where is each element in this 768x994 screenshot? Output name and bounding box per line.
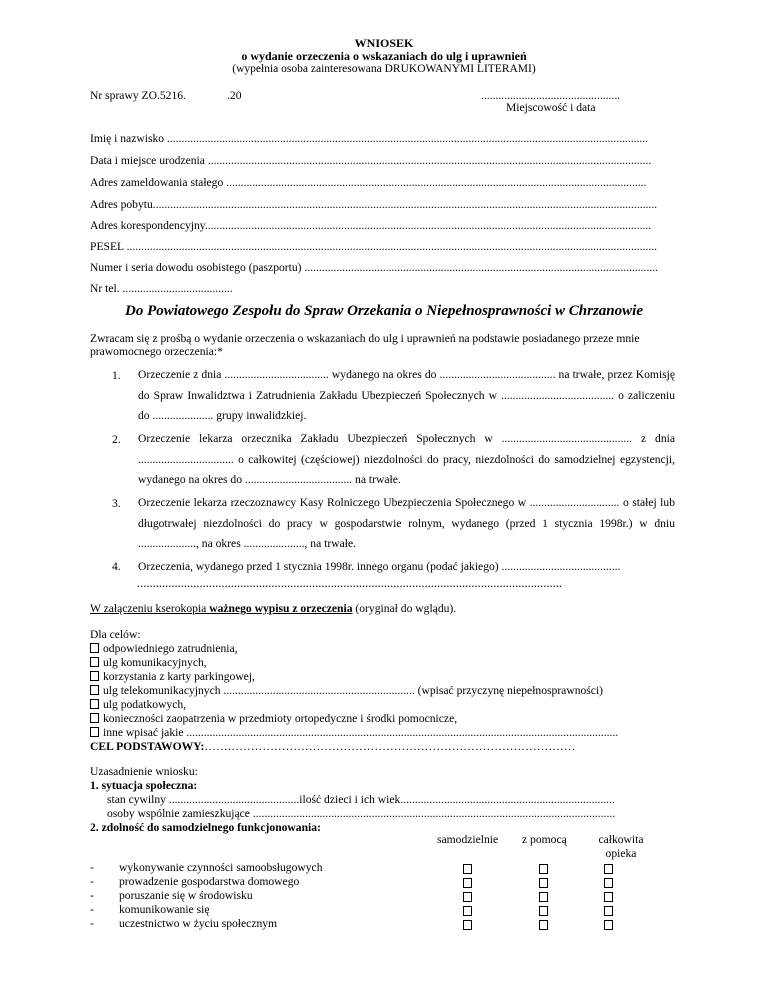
phone-field[interactable]: Nr tel. ...................................... bbox=[90, 282, 233, 295]
checkbox[interactable] bbox=[604, 906, 613, 916]
item-2-text[interactable]: Orzeczenie lekarza orzecznika Zakładu Ubezpieczeń Społecznych w ............................................. z dnia ................................. o całkowitej (częściowej) niezdolności do pracy, niezdolności do samodzielnej egzystencji, wydanego na okres do ..................................... na trwałe. bbox=[138, 432, 675, 486]
attachment-prefix: W załączeniu kserokopia bbox=[90, 602, 210, 615]
purpose-option[interactable]: ulg telekomunikacyjnych .................................................................. (wpisać przyczynę niepełnosprawności) bbox=[90, 684, 603, 697]
item-number: 2. bbox=[112, 433, 121, 446]
activity-label: prowadzenie gospodarstwa domowego bbox=[119, 875, 300, 888]
item-4-dots[interactable]: ........................................................................................................................................ bbox=[137, 576, 562, 590]
dash: - bbox=[90, 903, 94, 916]
birth-date-place-field[interactable]: Data i miejsce urodzenia ......................................................................................................................................................... bbox=[90, 154, 652, 167]
checkbox[interactable] bbox=[463, 906, 472, 916]
checkbox[interactable] bbox=[90, 685, 99, 695]
case-year: .20 bbox=[227, 89, 242, 102]
checkbox[interactable] bbox=[463, 892, 472, 902]
household-field[interactable]: osoby wspólnie zamieszkujące ............................................................................................................................. bbox=[107, 807, 616, 820]
item-number: 1. bbox=[112, 369, 121, 382]
checkbox[interactable] bbox=[604, 864, 613, 874]
correspondence-address-field[interactable]: Adres korespondencyjny.......................................................................................................................................................... bbox=[90, 219, 652, 232]
section-social: 1. sytuacja społeczna: bbox=[90, 779, 198, 792]
checkbox[interactable] bbox=[90, 699, 99, 709]
checkbox[interactable] bbox=[604, 878, 613, 888]
checkbox[interactable] bbox=[90, 643, 99, 653]
purpose-option[interactable]: ulg podatkowych, bbox=[90, 698, 186, 711]
item-number: 3. bbox=[112, 497, 121, 510]
registered-address-field[interactable]: Adres zameldowania stałego ................................................................................................................................................. bbox=[90, 176, 647, 189]
purpose-option[interactable]: korzystania z karty parkingowej, bbox=[90, 670, 255, 683]
form-subtitle: o wydanie orzeczenia o wskazaniach do ulg i uprawnień bbox=[241, 49, 527, 63]
item-3-text[interactable]: Orzeczenie lekarza rzeczoznawcy Kasy Rolniczego Ubezpieczenia Społecznego w ............................... o stałej lub długotrwałej niezdolności do pracy w gospodarstwie rolnym, wydanego (przed 1 stycznia 1998r.) w dniu ...................., na okres ....................., na trwałe. bbox=[138, 496, 675, 550]
dash: - bbox=[90, 889, 94, 902]
purpose-option[interactable]: konieczności zaopatrzenia w przedmioty ortopedyczne i środki pomocnicze, bbox=[90, 712, 457, 725]
checkbox[interactable] bbox=[463, 878, 472, 888]
purpose-option[interactable]: inne wpisać jakie ..................................................................................................................................................... bbox=[90, 726, 618, 739]
case-number-label: Nr sprawy ZO.5216. bbox=[90, 89, 186, 102]
id-document-field[interactable]: Numer i seria dowodu osobistego (paszportu) .......................................................................................................................... bbox=[90, 261, 659, 274]
dash: - bbox=[90, 917, 94, 930]
checkbox[interactable] bbox=[463, 864, 472, 874]
checkbox[interactable] bbox=[604, 920, 613, 930]
residence-address-field[interactable]: Adres pobytu.............................................................................................................................................................................. bbox=[90, 198, 658, 211]
attachment-note bbox=[90, 602, 456, 615]
dash: - bbox=[90, 875, 94, 888]
form-note: (wypełnia osoba zainteresowana DRUKOWANYMI LITERAMI) bbox=[232, 63, 536, 75]
col-full-care: całkowita opieka bbox=[598, 833, 644, 860]
checkbox[interactable] bbox=[539, 906, 548, 916]
checkbox[interactable] bbox=[90, 657, 99, 667]
attachment-suffix: (oryginał do wglądu). bbox=[352, 602, 457, 615]
activity-label: wykonywanie czynności samoobsługowych bbox=[119, 861, 323, 874]
checkbox[interactable] bbox=[539, 892, 548, 902]
checkbox[interactable] bbox=[90, 671, 99, 681]
main-purpose-dots[interactable]: …………………………………………………………………………………… bbox=[204, 740, 576, 753]
checkbox[interactable] bbox=[539, 864, 548, 874]
checkbox[interactable] bbox=[539, 878, 548, 888]
purpose-option[interactable]: odpowiedniego zatrudnienia, bbox=[90, 642, 238, 655]
form-title: WNIOSEK bbox=[354, 36, 414, 50]
activity-label: komunikowanie się bbox=[119, 903, 210, 916]
item-number: 4. bbox=[112, 560, 121, 573]
col-assisted: z pomocą bbox=[522, 833, 567, 846]
col-independent: samodzielnie bbox=[437, 833, 499, 846]
activity-label: uczestnictwo w życiu społecznym bbox=[119, 917, 278, 930]
checkbox[interactable] bbox=[463, 920, 472, 930]
dash: - bbox=[90, 861, 94, 874]
justification-label: Uzasadnienie wniosku: bbox=[90, 765, 198, 778]
item-4-text[interactable]: Orzeczenia, wydanego przed 1 stycznia 1998r. innego organu (podać jakiego) ......................................... bbox=[138, 560, 621, 573]
addressee: Do Powiatowego Zespołu do Spraw Orzekania o Niepełnosprawności w Chrzanowie bbox=[125, 303, 643, 319]
checkbox[interactable] bbox=[90, 727, 99, 737]
checkbox[interactable] bbox=[604, 892, 613, 902]
checkbox[interactable] bbox=[90, 713, 99, 723]
place-date-label: Miejscowość i data bbox=[506, 101, 596, 114]
main-purpose-field[interactable] bbox=[90, 740, 575, 753]
pesel-field[interactable]: PESEL ....................................................................................................................................................................................... bbox=[90, 240, 658, 253]
section-functioning: 2. zdolność do samodzielnego funkcjonowania: bbox=[90, 821, 321, 834]
purpose-option[interactable]: ulg komunikacyjnych, bbox=[90, 656, 207, 669]
main-purpose-label: CEL PODSTAWOWY: bbox=[90, 740, 205, 753]
intro-text: Zwracam się z prośbą o wydanie orzeczenia o wskazaniach do ulg i uprawnień na podstawie posiadanego przeze mnie prawomocnego orzeczenia:* bbox=[90, 332, 640, 358]
checkbox[interactable] bbox=[539, 920, 548, 930]
item-1-text[interactable]: Orzeczenie z dnia .................................... wydanego na okres do ........................................ na trwałe, przez Komisję do Spraw Inwalidztwa i Zatrudnienia Zakładu Ubezpieczeń Społecznych w ....................................... o zaliczeniu do ..................... grupy inwalidzkiej. bbox=[138, 368, 675, 422]
full-name-field[interactable]: Imię i nazwisko ...................................................................................................................................................................... bbox=[90, 132, 649, 145]
purposes-label: Dla celów: bbox=[90, 628, 141, 641]
activity-label: poruszanie się w środowisku bbox=[119, 889, 253, 902]
attachment-bold: ważnego wypisu z orzeczenia bbox=[209, 602, 353, 615]
civil-status-field[interactable]: stan cywilny .............................................ilość dzieci i ich wiek.......................................................................... bbox=[107, 793, 615, 806]
place-date-field[interactable]: ................................................ bbox=[481, 89, 621, 102]
